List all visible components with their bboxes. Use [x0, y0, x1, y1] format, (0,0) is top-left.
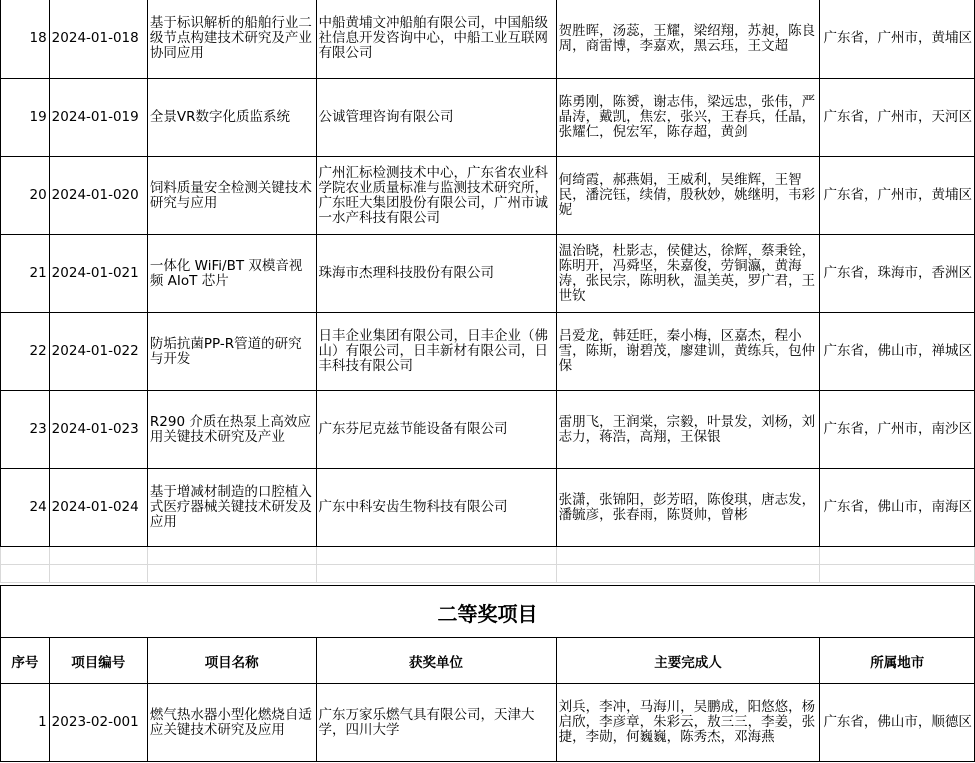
cell-seq: 21 [1, 235, 50, 313]
table-row [1, 79, 975, 157]
cell-region: 广东省，广州市，黄埔区 [820, 157, 975, 235]
cell-region: 广东省，佛山市，禅城区 [820, 313, 975, 391]
header-units: 获奖单位 [316, 638, 556, 684]
cell-name: R290 介质在热泵上高效应用关键技术研究及产业 [147, 391, 316, 469]
cell-seq: 23 [1, 391, 50, 469]
second-prize-table [0, 637, 975, 762]
cell-code: 2023-02-001 [49, 684, 147, 762]
cell-seq: 18 [1, 0, 50, 79]
cell-people: 雷朋飞，王润棠，宗毅，叶景发，刘杨，刘志力，蒋浩，高翔，王保银 [556, 391, 820, 469]
table-row [1, 391, 975, 469]
cell-units: 中船黄埔文冲船舶有限公司，中国船级社信息开发咨询中心，中船工业互联网有限公司 [316, 0, 556, 79]
cell-name: 一体化 WiFi/BT 双模音视频 AIoT 芯片 [147, 235, 316, 313]
cell-seq: 1 [1, 684, 50, 762]
cell-name: 饲料质量安全检测关键技术研究与应用 [147, 157, 316, 235]
cell-code: 2024-01-023 [49, 391, 147, 469]
cell-seq: 19 [1, 79, 50, 157]
cell-units: 广州汇标检测技术中心，广东省农业科学院农业质量标准与监测技术研究所，广东旺大集团股份有限公司，广州市诚一水产科技有限公司 [316, 157, 556, 235]
cell-code: 2024-01-021 [49, 235, 147, 313]
empty-cell [556, 565, 820, 583]
cell-region: 广东省，佛山市，顺德区 [820, 684, 975, 762]
empty-cell [147, 565, 316, 583]
table-row [1, 0, 975, 79]
cell-people: 刘兵，李冲，马海川，吴鹏成，阳悠悠，杨启欣，李彦章，朱彩云，敖三三，李姜，张捷，李勋，何巍巍，陈秀杰，邓海燕 [556, 684, 820, 762]
cell-seq: 22 [1, 313, 50, 391]
empty-row [1, 565, 975, 583]
cell-units: 广东万家乐燃气具有限公司，天津大学，四川大学 [316, 684, 556, 762]
header-people: 主要完成人 [556, 638, 820, 684]
cell-seq: 20 [1, 157, 50, 235]
table-row [1, 235, 975, 313]
cell-seq: 24 [1, 469, 50, 547]
cell-people: 温治晓，杜影志，侯健达，徐辉，蔡秉铨，陈明开，冯舜坚，朱嘉俊，劳铜瀛，黄海涛，张民宗，陈明秋，温美英，罗广君，王世钦 [556, 235, 820, 313]
header-code: 项目编号 [49, 638, 147, 684]
table-row [1, 313, 975, 391]
table-row [1, 684, 975, 762]
cell-code: 2024-01-018 [49, 0, 147, 79]
cell-units: 广东芬尼克兹节能设备有限公司 [316, 391, 556, 469]
cell-code: 2024-01-019 [49, 79, 147, 157]
cell-units: 公诚管理咨询有限公司 [316, 79, 556, 157]
cell-region: 广东省，广州市，黄埔区 [820, 0, 975, 79]
table-row [1, 469, 975, 547]
empty-cell [316, 565, 556, 583]
cell-name: 基于标识解析的船舶行业二级节点构建技术研究及产业协同应用 [147, 0, 316, 79]
cell-region: 广东省，广州市，天河区 [820, 79, 975, 157]
empty-cell [147, 547, 316, 565]
cell-people: 何绮霞，郝燕娟，王威利，吴维辉，王智民，潘浣钰，续倩，殷秋妙，姚继明，韦彩妮 [556, 157, 820, 235]
header-region: 所属地市 [820, 638, 975, 684]
cell-name: 基于增减材制造的口腔植入式医疗器械关键技术研发及应用 [147, 469, 316, 547]
empty-cell [1, 547, 50, 565]
cell-units: 珠海市杰理科技股份有限公司 [316, 235, 556, 313]
cell-people: 吕爱龙，韩廷旺，秦小梅，区嘉杰，程小雪，陈斯，谢碧茂，廖建训，黄练兵，包仲保 [556, 313, 820, 391]
cell-units: 广东中科安齿生物科技有限公司 [316, 469, 556, 547]
cell-code: 2024-01-020 [49, 157, 147, 235]
cell-name: 燃气热水器小型化燃烧自适应关键技术研究及应用 [147, 684, 316, 762]
empty-cell [49, 565, 147, 583]
cell-people: 陈勇刚，陈赟，谢志伟，梁远忠，张伟，严晶涛，戴凯，焦宏，张兴，王春兵，任晶，张耀仁，倪宏军，陈存超，黄剑 [556, 79, 820, 157]
section-title: 二等奖项目 [0, 585, 975, 638]
empty-cell [49, 547, 147, 565]
cell-region: 广东省，佛山市，南海区 [820, 469, 975, 547]
cell-code: 2024-01-024 [49, 469, 147, 547]
empty-row [1, 547, 975, 565]
cell-name: 全景VR数字化质监系统 [147, 79, 316, 157]
cell-region: 广东省，珠海市，香洲区 [820, 235, 975, 313]
cell-people: 贺胜晖，汤蕊，王耀，梁绍翔，苏昶，陈良周，商雷博，李嘉欢，黑云珏，王文超 [556, 0, 820, 79]
cell-region: 广东省，广州市，南沙区 [820, 391, 975, 469]
empty-cell [1, 565, 50, 583]
header-seq: 序号 [1, 638, 50, 684]
table-row [1, 157, 975, 235]
header-name: 项目名称 [147, 638, 316, 684]
empty-cell [820, 547, 975, 565]
empty-cell [316, 547, 556, 565]
empty-cell [820, 565, 975, 583]
cell-code: 2024-01-022 [49, 313, 147, 391]
cell-name: 防垢抗菌PP-R管道的研究与开发 [147, 313, 316, 391]
cell-units: 日丰企业集团有限公司，日丰企业（佛山）有限公司，日丰新材有限公司，日丰科技有限公司 [316, 313, 556, 391]
empty-cell [556, 547, 820, 565]
header-row [1, 638, 975, 684]
cell-people: 张潇，张锦阳，彭芳昭，陈俊琪，唐志发，潘毓彦，张春雨，陈贤帅，曾彬 [556, 469, 820, 547]
